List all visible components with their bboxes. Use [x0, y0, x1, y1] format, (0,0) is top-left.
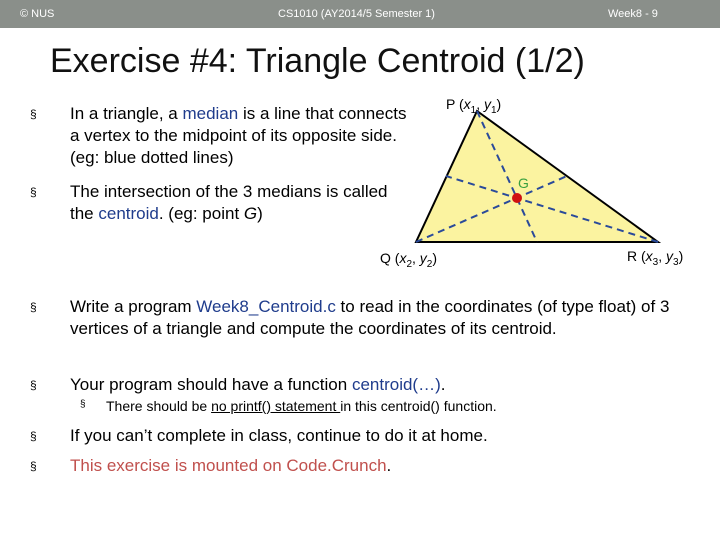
bullet-marker: §: [30, 378, 37, 392]
bullet-marker: §: [30, 429, 37, 443]
function-name: centroid(…): [351, 375, 441, 394]
bullet-marker: §: [80, 399, 86, 410]
vertex-p-label: P ($x_1$, $y_1$): [446, 96, 502, 116]
term-centroid: centroid: [98, 204, 159, 223]
text: .: [440, 375, 446, 394]
centroid-label: G: [518, 175, 529, 191]
text: Write a program: [70, 297, 197, 316]
text: is a line that connects a vertex to the midpoint of its opposite side. (eg: blue dotted lines): [70, 104, 407, 167]
bullet-marker: §: [30, 300, 37, 314]
text: to read in the coordinates (of type float) of 3 vertices of a triangle and compute the coordinates of its centroid.: [70, 297, 670, 338]
vertex-r-label: R ($x_3$, $y_3$): [627, 248, 684, 268]
no-printf-emphasis: no printf() statement: [211, 398, 341, 414]
header-slide-number: Week8 - 9: [608, 8, 658, 20]
bullet-codecrunch: [30, 455, 690, 477]
text: in this centroid() function.: [340, 398, 497, 414]
codecrunch-note: This exercise is mounted on Code.Crunch: [70, 456, 387, 475]
program-filename: Week8_Centroid.c: [196, 297, 336, 316]
text: .: [386, 456, 392, 475]
vertex-q-label: Q ($x_2$, $y_2$): [380, 250, 438, 270]
triangle: [416, 111, 658, 242]
bullet-function: [30, 374, 690, 396]
slide-title: Exercise #4: Triangle Centroid (1/2): [50, 42, 585, 80]
text: . (eg: point: [158, 204, 244, 223]
header-course: CS1010 (AY2014/5 Semester 1): [278, 8, 435, 20]
bullet-marker: §: [30, 185, 37, 199]
text: Your program should have a function: [70, 375, 352, 394]
sub-bullet-no-printf: [80, 398, 497, 414]
bullet-marker: §: [30, 459, 37, 473]
text: If you can’t complete in class, continue to do it at home.: [70, 426, 488, 445]
text: There should be: [106, 398, 212, 414]
bullet-homework: [30, 425, 690, 447]
centroid-point: [512, 193, 522, 203]
text: The intersection of the 3 medians is called the: [70, 182, 388, 223]
point-g: G: [243, 204, 258, 223]
term-median: median: [182, 104, 239, 123]
text: ): [257, 204, 263, 223]
header-copyright: © NUS: [20, 8, 55, 20]
text: In a triangle, a: [70, 104, 183, 123]
bullet-marker: §: [30, 107, 37, 121]
bullet-program: [30, 296, 690, 340]
